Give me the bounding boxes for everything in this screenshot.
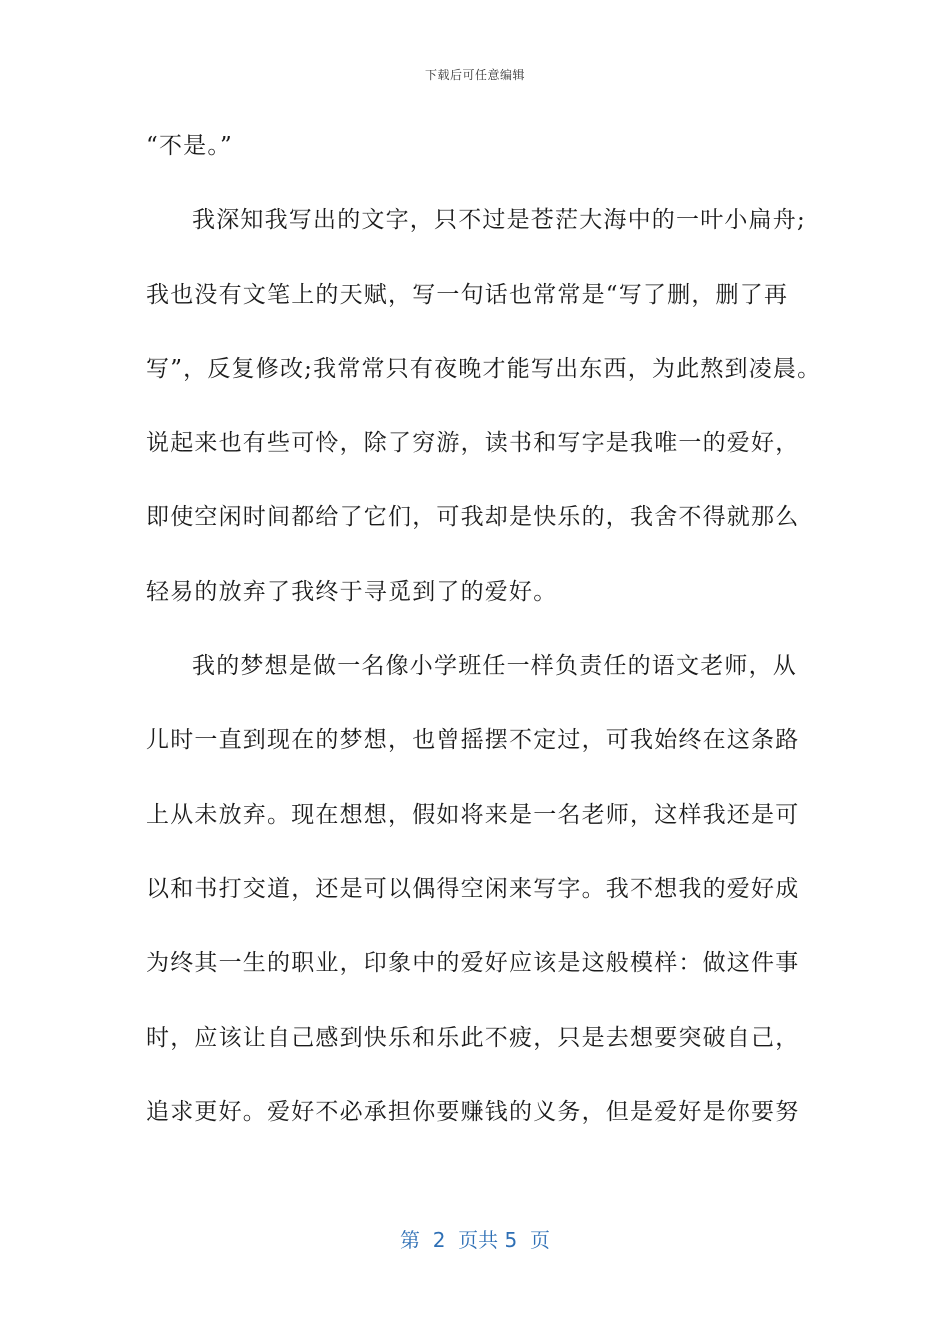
text-line: 说起来也有些可怜，除了穷游，读书和写字是我唯一的爱好，: [146, 430, 800, 457]
text-line: 追求更好。爱好不必承担你要赚钱的义务，但是爱好是你要努: [146, 1098, 800, 1125]
text-line: 以和书打交道，还是可以偶得空闲来写字。我不想我的爱好成: [146, 875, 800, 902]
text-line: 为终其一生的职业，印象中的爱好应该是这般模样：做这件事: [146, 950, 800, 977]
text-line: 我也没有文笔上的天赋，写一句话也常常是“写了删，删了再: [146, 281, 789, 308]
text-line: 上从未放弃。现在想想，假如将来是一名老师，这样我还是可: [146, 801, 800, 828]
page-header: 下载后可任意编辑: [424, 68, 525, 82]
text-line: 我的梦想是做一名像小学班任一样负责任的语文老师，从: [192, 653, 797, 680]
text-line: 轻易的放弃了我终于寻觅到了的爱好。: [146, 578, 558, 605]
text-line: 儿时一直到现在的梦想，也曾摇摆不定过，可我始终在这条路: [146, 727, 800, 754]
text-line: 我深知我写出的文字，只不过是苍茫大海中的一叶小扁舟;: [192, 207, 806, 234]
page-number-footer: 第 2 页共 5 页: [400, 1228, 550, 1252]
text-line: 时，应该让自己感到快乐和乐此不疲，只是去想要突破自己，: [146, 1024, 800, 1051]
text-line: 即使空闲时间都给了它们，可我却是快乐的，我舍不得就那么: [146, 504, 800, 531]
text-line: 写”，反复修改;我常常只有夜晚才能写出东西，为此熬到凌晨。: [146, 355, 822, 382]
text-line: “不是。”: [146, 133, 234, 159]
document-body: [146, 122, 826, 1162]
